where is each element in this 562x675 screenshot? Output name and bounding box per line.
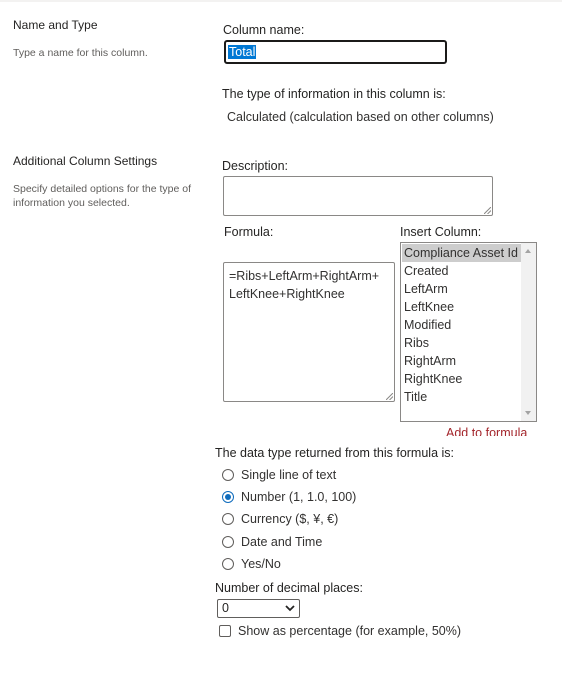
show-percentage-label: Show as percentage (for example, 50%) bbox=[238, 624, 462, 638]
resize-grip-icon[interactable] bbox=[386, 393, 393, 400]
insert-column-option[interactable]: Modified bbox=[404, 318, 452, 332]
radio-yes-no-label: Yes/No bbox=[241, 557, 281, 571]
insert-column-option[interactable]: LeftArm bbox=[404, 282, 448, 296]
insert-column-option[interactable]: Ribs bbox=[404, 336, 430, 350]
formula-label: Formula: bbox=[224, 225, 274, 239]
name-and-type-description: Type a name for this column. bbox=[13, 47, 148, 59]
radio-currency[interactable] bbox=[222, 513, 234, 525]
description-textarea[interactable] bbox=[223, 176, 493, 216]
add-to-formula-link[interactable]: Add to formula bbox=[446, 426, 528, 436]
info-type-label: The type of information in this column is: bbox=[222, 87, 446, 101]
formula-line-2: LeftKnee+RightKnee bbox=[229, 287, 345, 301]
return-type-label: The data type returned from this formula is: bbox=[215, 446, 454, 460]
formula-line-1: =Ribs+LeftArm+RightArm+ bbox=[229, 269, 380, 283]
radio-single-line-text[interactable] bbox=[222, 469, 234, 481]
insert-column-label: Insert Column: bbox=[400, 225, 482, 239]
scroll-down-icon[interactable] bbox=[525, 411, 531, 415]
decimal-places-select[interactable] bbox=[217, 599, 300, 618]
decimal-places-label: Number of decimal places: bbox=[215, 581, 363, 595]
column-name-value: Total bbox=[229, 45, 256, 59]
radio-date-time[interactable] bbox=[222, 536, 234, 548]
info-type-value: Calculated (calculation based on other columns) bbox=[227, 110, 494, 124]
chevron-down-icon bbox=[285, 604, 295, 612]
radio-single-line-text-label: Single line of text bbox=[241, 468, 337, 482]
description-label: Description: bbox=[222, 159, 288, 173]
column-name-input[interactable] bbox=[224, 40, 447, 64]
radio-yes-no[interactable] bbox=[222, 558, 234, 570]
radio-currency-label: Currency ($, ¥, €) bbox=[241, 512, 339, 526]
radio-date-time-label: Date and Time bbox=[241, 535, 323, 549]
insert-column-option[interactable]: Created bbox=[404, 264, 449, 278]
insert-column-listbox[interactable] bbox=[400, 242, 537, 422]
additional-settings-title: Additional Column Settings bbox=[13, 154, 158, 168]
insert-column-option[interactable]: RightArm bbox=[404, 354, 457, 368]
formula-textarea[interactable] bbox=[223, 262, 395, 402]
insert-column-option[interactable]: LeftKnee bbox=[404, 300, 455, 314]
scroll-up-icon[interactable] bbox=[525, 249, 531, 253]
radio-number-label: Number (1, 1.0, 100) bbox=[241, 490, 357, 504]
radio-number[interactable] bbox=[222, 491, 234, 503]
decimal-places-value: 0 bbox=[222, 601, 229, 615]
additional-settings-description-line2: information you selected. bbox=[13, 197, 130, 209]
insert-column-option[interactable]: RightKnee bbox=[404, 372, 463, 386]
insert-column-option[interactable]: Title bbox=[404, 390, 428, 404]
top-divider bbox=[0, 0, 562, 2]
column-name-label: Column name: bbox=[223, 23, 305, 37]
show-percentage-checkbox[interactable] bbox=[219, 625, 231, 637]
name-and-type-title: Name and Type bbox=[13, 18, 98, 32]
additional-settings-description-line1: Specify detailed options for the type of bbox=[13, 183, 192, 195]
insert-column-option[interactable]: Compliance Asset Id bbox=[402, 244, 523, 262]
listbox-scrollbar[interactable] bbox=[521, 243, 536, 421]
resize-grip-icon[interactable] bbox=[484, 207, 491, 214]
